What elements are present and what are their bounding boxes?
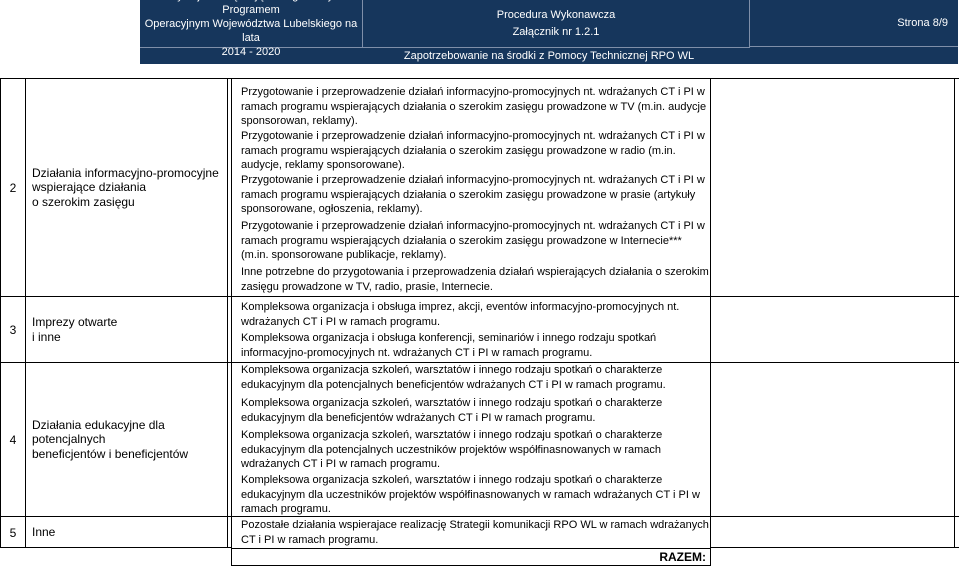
- list-item: Kompleksowa organizacja szkoleń, warsztatów i innego rodzaju spotkań o charakterze edukacyjnym dla uczestników projektów współfinasnowanych w ramach wdrażanych CT i PI w ramach programu.: [241, 474, 700, 516]
- list-item: Kompleksowa organizacja szkoleń, warsztatów i innego rodzaju spotkań o charakterze edukacyjnym dla potencjalnych uczestników projektów współfinasnowanych w ramach wdrażanych CT i PI w ramach programu.: [241, 429, 663, 471]
- category-line: i inne: [32, 329, 61, 344]
- header-subtitle-cell: [140, 48, 958, 64]
- row-description: [231, 517, 711, 548]
- list-item: Inne potrzebne do przygotowania i przeprowadzenia działań wspierających działania o szerokim zasięgu prowadzone w TV, radio, prasie, Internecie.: [241, 266, 709, 293]
- total-label: RAZEM:: [659, 550, 706, 564]
- row-category: [25, 297, 227, 362]
- category-line: beneficjentów i beneficjentów: [32, 446, 189, 461]
- list-item: Kompleksowa organizacja szkoleń, warsztatów i innego rodzaju spotkań o charakterze edukacyjnym dla beneficjentów wdrażanych CT i PI w ramach programu.: [241, 397, 663, 424]
- page-number-cell: [750, 0, 958, 47]
- header-subtitle: Zapotrzebowanie na środki z Pomocy Technicznej RPO WL: [403, 50, 695, 62]
- document-header: [140, 0, 958, 64]
- right-border: [954, 297, 955, 362]
- list-item: Przygotowanie i przeprowadzenie działań informacyjno-promocyjnych nt. wdrażanych CT i PI w ramach programu wspierających działania o szerokim zasięgu prowadzone w prasie (artykuły sponsorowane, ogłoszenia, reklamy).: [241, 174, 705, 216]
- row-category: [25, 517, 227, 548]
- procedure-cell: [363, 0, 750, 48]
- category-line: wspierające działania: [32, 180, 147, 195]
- total-row: [231, 548, 711, 566]
- row-description: [231, 297, 711, 362]
- list-item: Przygotowanie i przeprowadzenie działań informacyjno-promocyjnych nt. wdrażanych CT i PI w ramach programu wspierających działania o szerokim zasięgu prowadzone w Internecie*** (m.in. sponsorowane publikacje, reklamy).: [241, 220, 705, 262]
- right-border: [954, 363, 955, 516]
- list-item: Kompleksowa organizacja i obsługa konferencji, seminariów i innego rodzaju spotkań informacyjno-promocyjnych nt. wdrażanych CT i PI w ramach programu.: [241, 332, 657, 359]
- row-description: [231, 79, 711, 296]
- list-item: Kompleksowa organizacja i obsługa imprez, akcji, eventów informacyjno-promocyjnych nt. wdrażanych CT i PI w ramach programu.: [241, 301, 680, 328]
- table-row: [0, 78, 959, 296]
- procedure-title: Procedura Wykonawcza: [496, 8, 616, 21]
- institution-line-3: 2014 - 2020: [221, 45, 281, 58]
- list-item: Przygotowanie i przeprowadzenie działań informacyjno-promocyjnych nt. wdrażanych CT i PI w ramach programu wspierających działania o szerokim zasięgu prowadzone w radio (m.in. audycje, reklamy sponsorowane).: [241, 130, 705, 172]
- attachment-number: Załącznik nr 1.2.1: [512, 25, 600, 38]
- table-bottom-border-right: [711, 547, 959, 548]
- table-row: [0, 516, 959, 548]
- row-number: 3: [0, 297, 25, 362]
- category-line: Działania edukacyjne dla potencjalnych: [32, 417, 165, 447]
- right-border: [954, 79, 955, 296]
- row-number: 4: [0, 363, 25, 516]
- category-line: Działania informacyjno-promocyjne: [32, 165, 219, 180]
- institution-line-1: Programem: [222, 3, 280, 16]
- category-line: o szerokim zasięgu: [32, 194, 135, 209]
- institution-cell: [140, 0, 363, 58]
- row-description: [231, 363, 711, 516]
- table-bottom-border: [0, 547, 231, 548]
- page-number: Strona 8/9: [897, 17, 948, 29]
- category-line: Imprezy otwarte: [32, 315, 118, 329]
- list-item: Pozostałe działania wspierajace realizację Strategii komunikacji RPO WL w ramach wdrażanych CT i PI w ramach programu.: [241, 519, 709, 546]
- table-row: [0, 296, 959, 362]
- category-line: Inne: [32, 525, 56, 540]
- right-border: [954, 517, 955, 548]
- row-number: 2: [0, 79, 25, 296]
- institution-line-2: Operacyjnym Województwa Lubelskiego na lata: [144, 17, 358, 44]
- list-item: Kompleksowa organizacja szkoleń, warsztatów i innego rodzaju spotkań o charakterze edukacyjnym dla potencjalnych beneficjentów wdrażanych CT i PI w ramach programu.: [241, 364, 666, 391]
- list-item: Przygotowanie i przeprowadzenie działań informacyjno-promocyjnych nt. wdrażanych CT i PI w ramach programu wspierających działania o szerokim zasięgu prowadzone w TV (m.in. audycje sponsorowan, reklamy).: [241, 86, 707, 128]
- table-row: [0, 362, 959, 516]
- row-category: [25, 79, 227, 296]
- row-category: [25, 363, 227, 516]
- row-number: 5: [0, 517, 25, 548]
